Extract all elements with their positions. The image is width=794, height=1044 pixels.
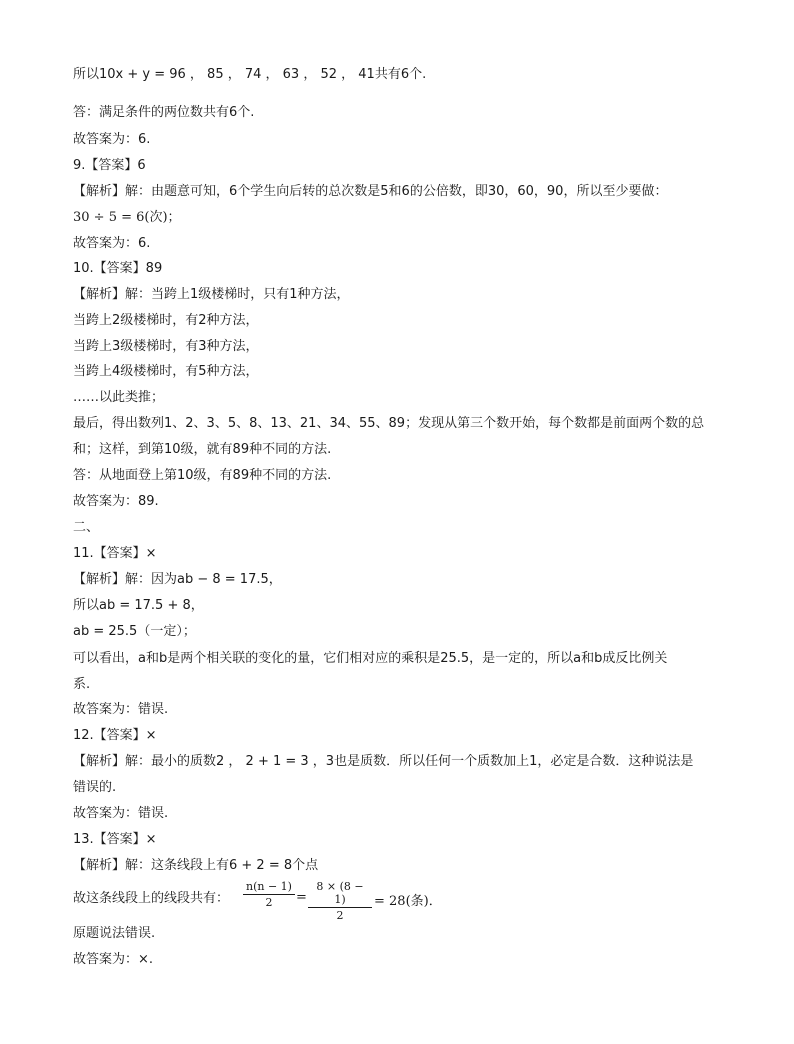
text-line: 【解析】解：因为ab − 8 = 17.5， — [73, 572, 282, 587]
text-line: 11.【答案】× — [73, 546, 157, 561]
text-line: 故答案为：×. — [73, 952, 154, 967]
text-line: 当跨上3级楼梯时，有3种方法， — [73, 339, 259, 354]
text-line: 原题说法错误. — [73, 926, 156, 941]
text-line: 错误的. — [73, 780, 117, 795]
text-line: 和；这样，到第10级，就有89种不同的方法. — [73, 442, 332, 457]
fraction-result: = 28(条)． — [374, 894, 442, 909]
fraction-numerator: 8 × (8 − 1) — [316, 880, 364, 906]
text-line: ab = 25.5（一定）； — [73, 624, 196, 639]
text-line: 故答案为：6. — [73, 236, 151, 251]
text-line: 10.【答案】89 — [73, 261, 163, 276]
text-line: 故答案为：89. — [73, 494, 159, 509]
text-line: 系. — [73, 677, 91, 692]
fraction-denominator: 2 — [336, 909, 344, 922]
text-line: 最后，得出数列1、2、3、5、8、13、21、34、55、89；发现从第三个数开始，每个数都是前面两个数的总 — [73, 416, 705, 431]
fraction-general — [243, 880, 295, 909]
fraction-specific — [308, 880, 372, 922]
text-line: 所以ab = 17.5 + 8， — [73, 598, 204, 613]
text-line: 故答案为：错误. — [73, 702, 169, 717]
text-line: 当跨上2级楼梯时，有2种方法， — [73, 313, 259, 328]
text-line: 【解析】解：当跨上1级楼梯时，只有1种方法， — [73, 287, 350, 302]
text-line: 【解析】解：这条线段上有6 + 2 = 8个点 — [73, 858, 319, 873]
text-line: 9.【答案】6 — [73, 158, 146, 173]
fraction-numerator: n(n − 1) — [246, 880, 292, 893]
text-line: 答：从地面登上第10级，有89种不同的方法. — [73, 468, 332, 483]
text-line: 【解析】解：由题意可知，6个学生向后转的总次数是5和6的公倍数，即30，60，90，所以至少要做： — [73, 184, 668, 199]
text-line: 答：满足条件的两位数共有6个. — [73, 105, 255, 120]
equals-sign: = — [296, 890, 307, 905]
section-heading: 二、 — [73, 520, 100, 535]
text-line: ……以此类推； — [73, 390, 165, 405]
text-line: 所以10x + y = 96 ， 85 ， 74 ， 63 ， 52 ， 41共有6个. — [73, 67, 427, 82]
text-line: 12.【答案】× — [73, 728, 157, 743]
text-line: 故答案为：6. — [73, 132, 151, 147]
text-line: 30 ÷ 5 = 6(次)； — [73, 210, 181, 225]
text-line: 故这条线段上的线段共有： — [73, 891, 230, 906]
text-line: 可以看出，a和b是两个相关联的变化的量，它们相对应的乘积是25.5，是一定的，所以a和b成反比例关 — [73, 651, 668, 666]
text-line: 故答案为：错误. — [73, 806, 169, 821]
text-line: 当跨上4级楼梯时，有5种方法， — [73, 364, 259, 379]
fraction-denominator: 2 — [265, 896, 273, 909]
text-line: 13.【答案】× — [73, 832, 157, 847]
text-line: 【解析】解：最小的质数2 ， 2 + 1 = 3 ，3也是质数．所以任何一个质数加上1，必定是合数．这种说法是 — [73, 754, 694, 769]
